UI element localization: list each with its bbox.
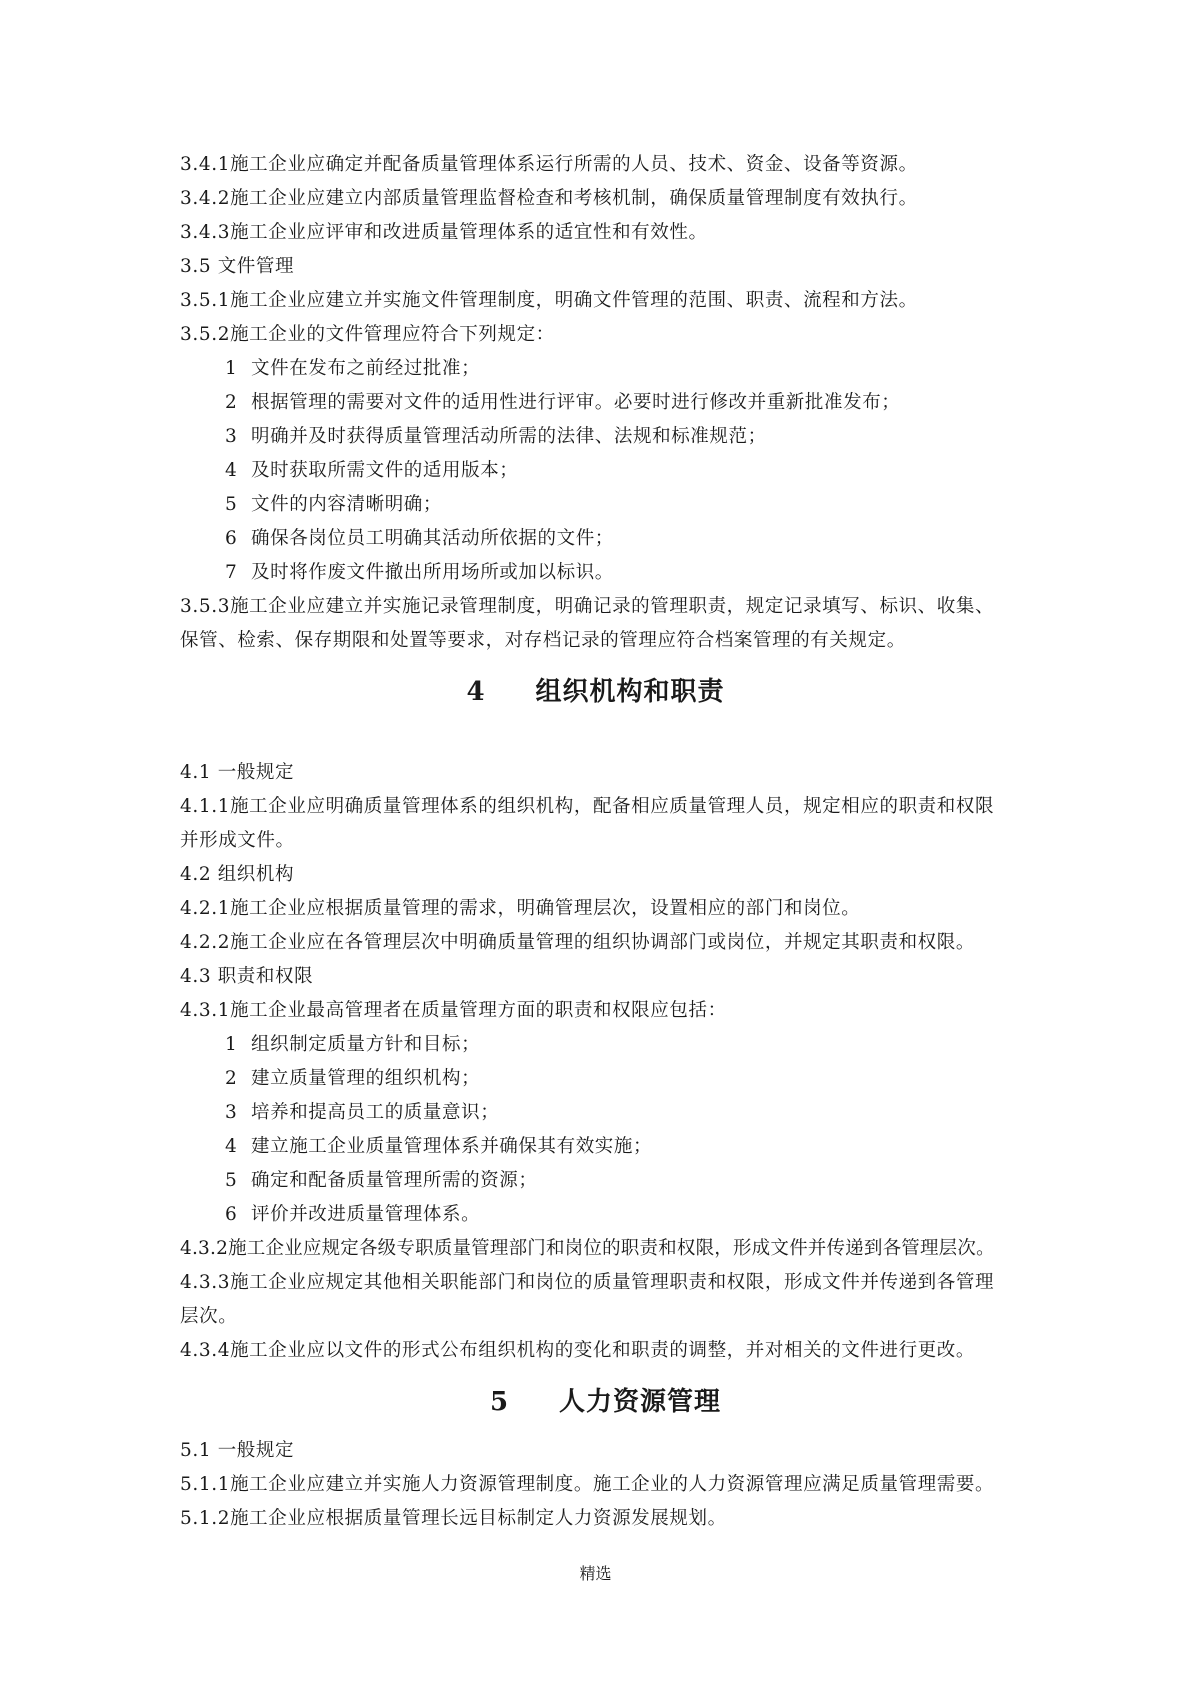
list-item: [225, 1096, 499, 1130]
list-item: [225, 454, 518, 488]
paragraph-3-4-2: 3.4.2施工企业应建立内部质量管理监督检查和考核机制，确保质量管理制度有效执行。: [180, 188, 918, 209]
list-item: [225, 420, 767, 454]
list-item-text: 明确并及时获得质量管理活动所需的法律、法规和标准规范；: [251, 426, 767, 447]
list-item: [225, 1028, 480, 1062]
list-item: [225, 386, 900, 420]
list-item: [225, 1198, 480, 1232]
paragraph-4-3-3-line1: 4.3.3施工企业应规定其他相关职能部门和岗位的质量管理职责和权限，形成文件并传递到各管理: [180, 1272, 995, 1293]
list-item-number: 2: [225, 1068, 238, 1089]
list-item: [225, 1062, 480, 1096]
section-4-2-title: 4.2 组织机构: [180, 864, 295, 885]
paragraph-4-3-4: 4.3.4施工企业应以文件的形式公布组织机构的变化和职责的调整，并对相关的文件进行更改。: [180, 1340, 975, 1361]
paragraph-3-5-3-line1: 3.5.3施工企业应建立并实施记录管理制度，明确记录的管理职责，规定记录填写、标识、收集、: [180, 596, 995, 617]
section-5-1-title: 5.1 一般规定: [180, 1440, 295, 1461]
chapter-5-heading: [10, 1382, 1191, 1422]
list-item-number: 5: [225, 1170, 238, 1191]
paragraph-5-1-2: 5.1.2施工企业应根据质量管理长远目标制定人力资源发展规划。: [180, 1508, 727, 1529]
list-item-number: 5: [225, 494, 238, 515]
paragraph-3-5-3-line2: 保管、检索、保存期限和处置等要求，对存档记录的管理应符合档案管理的有关规定。: [180, 630, 906, 651]
chapter-title: 人力资源管理: [559, 1387, 722, 1417]
list-item-number: 4: [225, 1136, 238, 1157]
chapter-number: 5: [489, 1387, 510, 1417]
list-item-number: 3: [225, 426, 238, 447]
section-4-3-title: 4.3 职责和权限: [180, 966, 314, 987]
paragraph-3-4-3: 3.4.3施工企业应评审和改进质量管理体系的适宜性和有效性。: [180, 222, 708, 243]
paragraph-4-1-1-line2: 并形成文件。: [180, 830, 295, 851]
list-item-number: 6: [225, 1204, 238, 1225]
paragraph-4-1-1-line1: 4.1.1施工企业应明确质量管理体系的组织机构，配备相应质量管理人员，规定相应的职责和权限: [180, 796, 995, 817]
page-footer: 精选: [579, 1564, 612, 1583]
list-item-text: 组织制定质量方针和目标；: [251, 1034, 481, 1055]
list-item: [225, 1164, 538, 1198]
list-item-text: 确保各岗位员工明确其活动所依据的文件；: [251, 528, 614, 549]
list-item-number: 3: [225, 1102, 238, 1123]
paragraph-4-3-1: 4.3.1施工企业最高管理者在质量管理方面的职责和权限应包括：: [180, 1000, 727, 1021]
list-item-number: 4: [225, 460, 238, 481]
list-item-number: 1: [225, 358, 238, 379]
list-item-text: 建立施工企业质量管理体系并确保其有效实施；: [251, 1136, 653, 1157]
list-item-text: 建立质量管理的组织机构；: [251, 1068, 481, 1089]
list-item-number: 2: [225, 392, 238, 413]
chapter-number: 4: [466, 677, 486, 707]
list-item-text: 文件在发布之前经过批准；: [251, 358, 481, 379]
list-item-number: 1: [225, 1034, 238, 1055]
paragraph-4-3-2: 4.3.2施工企业应规定各级专职质量管理部门和岗位的职责和权限，形成文件并传递到各管理层次。: [180, 1238, 995, 1259]
paragraph-3-4-1: 3.4.1施工企业应确定并配备质量管理体系运行所需的人员、技术、资金、设备等资源。: [180, 154, 918, 175]
list-item-text: 确定和配备质量管理所需的资源；: [251, 1170, 538, 1191]
paragraph-3-5-1: 3.5.1施工企业应建立并实施文件管理制度，明确文件管理的范围、职责、流程和方法。: [180, 290, 918, 311]
list-item: [225, 522, 614, 556]
paragraph-3-5-2: 3.5.2施工企业的文件管理应符合下列规定：: [180, 324, 555, 345]
list-item-number: 6: [225, 528, 238, 549]
list-item-text: 根据管理的需要对文件的适用性进行评审。必要时进行修改并重新批准发布；: [251, 392, 901, 413]
list-item-text: 评价并改进质量管理体系。: [251, 1204, 481, 1225]
paragraph-5-1-1: 5.1.1施工企业应建立并实施人力资源管理制度。施工企业的人力资源管理应满足质量管理需要。: [180, 1474, 995, 1495]
list-item: [225, 556, 614, 590]
paragraph-4-3-3-line2: 层次。: [180, 1306, 238, 1327]
chapter-4-heading: [0, 672, 1191, 712]
list-item-text: 培养和提高员工的质量意识；: [251, 1102, 500, 1123]
section-3-5-title: 3.5 文件管理: [180, 256, 295, 277]
paragraph-4-2-1: 4.2.1施工企业应根据质量管理的需求，明确管理层次，设置相应的部门和岗位。: [180, 898, 861, 919]
list-item-text: 及时将作废文件撤出所用场所或加以标识。: [251, 562, 614, 583]
chapter-title: 组织机构和职责: [535, 677, 725, 707]
paragraph-4-2-2: 4.2.2施工企业应在各管理层次中明确质量管理的组织协调部门或岗位，并规定其职责和权限。: [180, 932, 975, 953]
list-item: [225, 488, 442, 522]
section-4-1-title: 4.1 一般规定: [180, 762, 295, 783]
list-item-text: 文件的内容清晰明确；: [251, 494, 443, 515]
list-item: [225, 352, 480, 386]
list-item-number: 7: [225, 562, 238, 583]
list-item-text: 及时获取所需文件的适用版本；: [251, 460, 519, 481]
list-item: [225, 1130, 652, 1164]
